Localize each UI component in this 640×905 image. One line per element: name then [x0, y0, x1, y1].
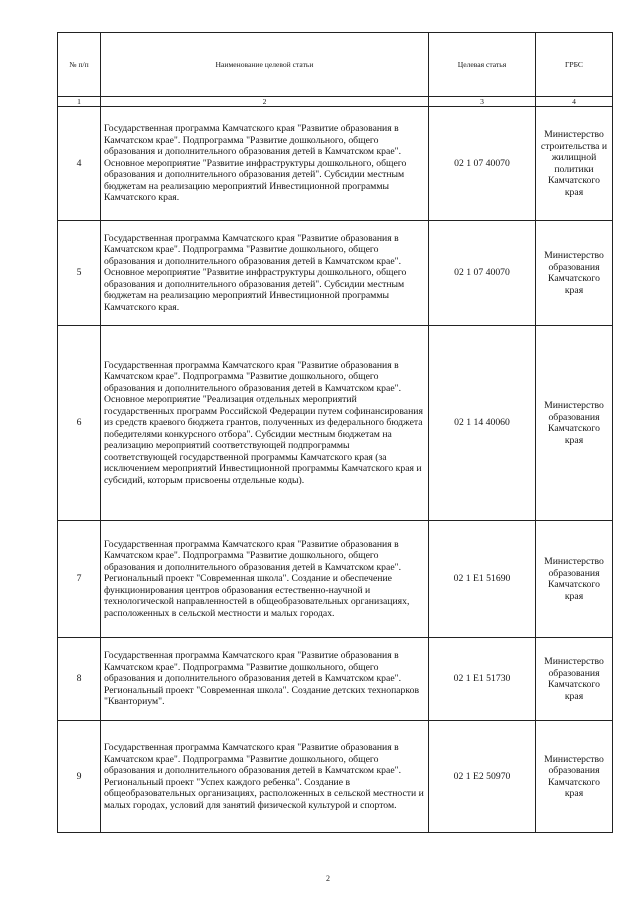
header-code: Целевая статья — [429, 33, 536, 97]
article-name: Государственная программа Камчатского края "Развитие образования в Камчатском крае". Подпрограмма "Развитие дошкольного, общего образования и дополнительного образования детей в Камчатском крае". Региональный проект "Современная школа". Создание детских технопарков "Кванториум". — [101, 638, 429, 721]
article-code: 02 1 E1 51730 — [429, 638, 536, 721]
article-name: Государственная программа Камчатского края "Развитие образования в Камчатском крае". Подпрограмма "Развитие дошкольного, общего образования и дополнительного образования детей в Камчатском крае". Региональный проект "Успех каждого ребенка". Создание в общеобразовательных организациях, расположенных в сельской местности и малых городах, условий для занятий физической культурой и спортом. — [101, 721, 429, 833]
page-number: 2 — [326, 874, 330, 883]
column-index: 4 — [536, 97, 613, 107]
header-grbs: ГРБС — [536, 33, 613, 97]
row-number: 7 — [58, 521, 101, 638]
header-num: № п/п — [58, 33, 101, 97]
table-row — [58, 721, 613, 833]
header-name: Наименование целевой статьи — [101, 33, 429, 97]
table-row — [58, 221, 613, 326]
grbs-name: Министерство образования Камчатского края — [536, 638, 613, 721]
article-code: 02 1 E2 50970 — [429, 721, 536, 833]
article-name: Государственная программа Камчатского края "Развитие образования в Камчатском крае". Подпрограмма "Развитие дошкольного, общего образования и дополнительного образования детей в Камчатском крае". Региональный проект "Современная школа". Создание и обеспечение функционирования центров образования естественно-научной и технологической направленностей в общеобразовательных организациях, расположенных в сельской местности и малых городах. — [101, 521, 429, 638]
grbs-name: Министерство образования Камчатского края — [536, 721, 613, 833]
article-name: Государственная программа Камчатского края "Развитие образования в Камчатском крае". Подпрограмма "Развитие дошкольного, общего образования и дополнительного образования детей в Камчатском крае". Основное мероприятие "Развитие инфраструктуры дошкольного, общего образования и дополнительного образования детей". Субсидии местным бюджетам на реализацию мероприятий Инвестиционной программы Камчатского края. — [101, 107, 429, 221]
table-row — [58, 326, 613, 521]
column-index-row — [58, 97, 613, 107]
article-name: Государственная программа Камчатского края "Развитие образования в Камчатском крае". Подпрограмма "Развитие дошкольного, общего образования и дополнительного образования детей в Камчатском крае". Основное мероприятие "Развитие инфраструктуры дошкольного, общего образования и дополнительного образования детей". Субсидии местным бюджетам на реализацию мероприятий Инвестиционной программы Камчатского края. — [101, 221, 429, 326]
row-number: 8 — [58, 638, 101, 721]
article-code: 02 1 07 40070 — [429, 107, 536, 221]
article-code: 02 1 14 40060 — [429, 326, 536, 521]
grbs-name: Министерство образования Камчатского края — [536, 326, 613, 521]
table-row — [58, 638, 613, 721]
article-code: 02 1 E1 51690 — [429, 521, 536, 638]
column-index: 2 — [101, 97, 429, 107]
row-number: 9 — [58, 721, 101, 833]
table-row — [58, 521, 613, 638]
grbs-name: Министерство образования Камчатского края — [536, 221, 613, 326]
target-articles-table — [57, 32, 613, 833]
grbs-name: Министерство строительства и жилищной политики Камчатского края — [536, 107, 613, 221]
table-header-row — [58, 33, 613, 97]
article-name: Государственная программа Камчатского края "Развитие образования в Камчатском крае". Подпрограмма "Развитие дошкольного, общего образования и дополнительного образования детей в Камчатском крае". Основное мероприятие "Реализация отдельных мероприятий государственных программ Российской Федерации путем софинансирования из средств краевого бюджета грантов, полученных из федерального бюджета победителями конкурсного отбора". Субсидии местным бюджетам на реализацию мероприятий соответствующей подпрограммы соответствующей государственной программы Камчатского края (за исключением мероприятий Инвестиционной программы Камчатского края и субсидий, которым присвоены отдельные коды). — [101, 326, 429, 521]
row-number: 6 — [58, 326, 101, 521]
column-index: 1 — [58, 97, 101, 107]
grbs-name: Министерство образования Камчатского края — [536, 521, 613, 638]
row-number: 4 — [58, 107, 101, 221]
row-number: 5 — [58, 221, 101, 326]
column-index: 3 — [429, 97, 536, 107]
table-row — [58, 107, 613, 221]
article-code: 02 1 07 40070 — [429, 221, 536, 326]
